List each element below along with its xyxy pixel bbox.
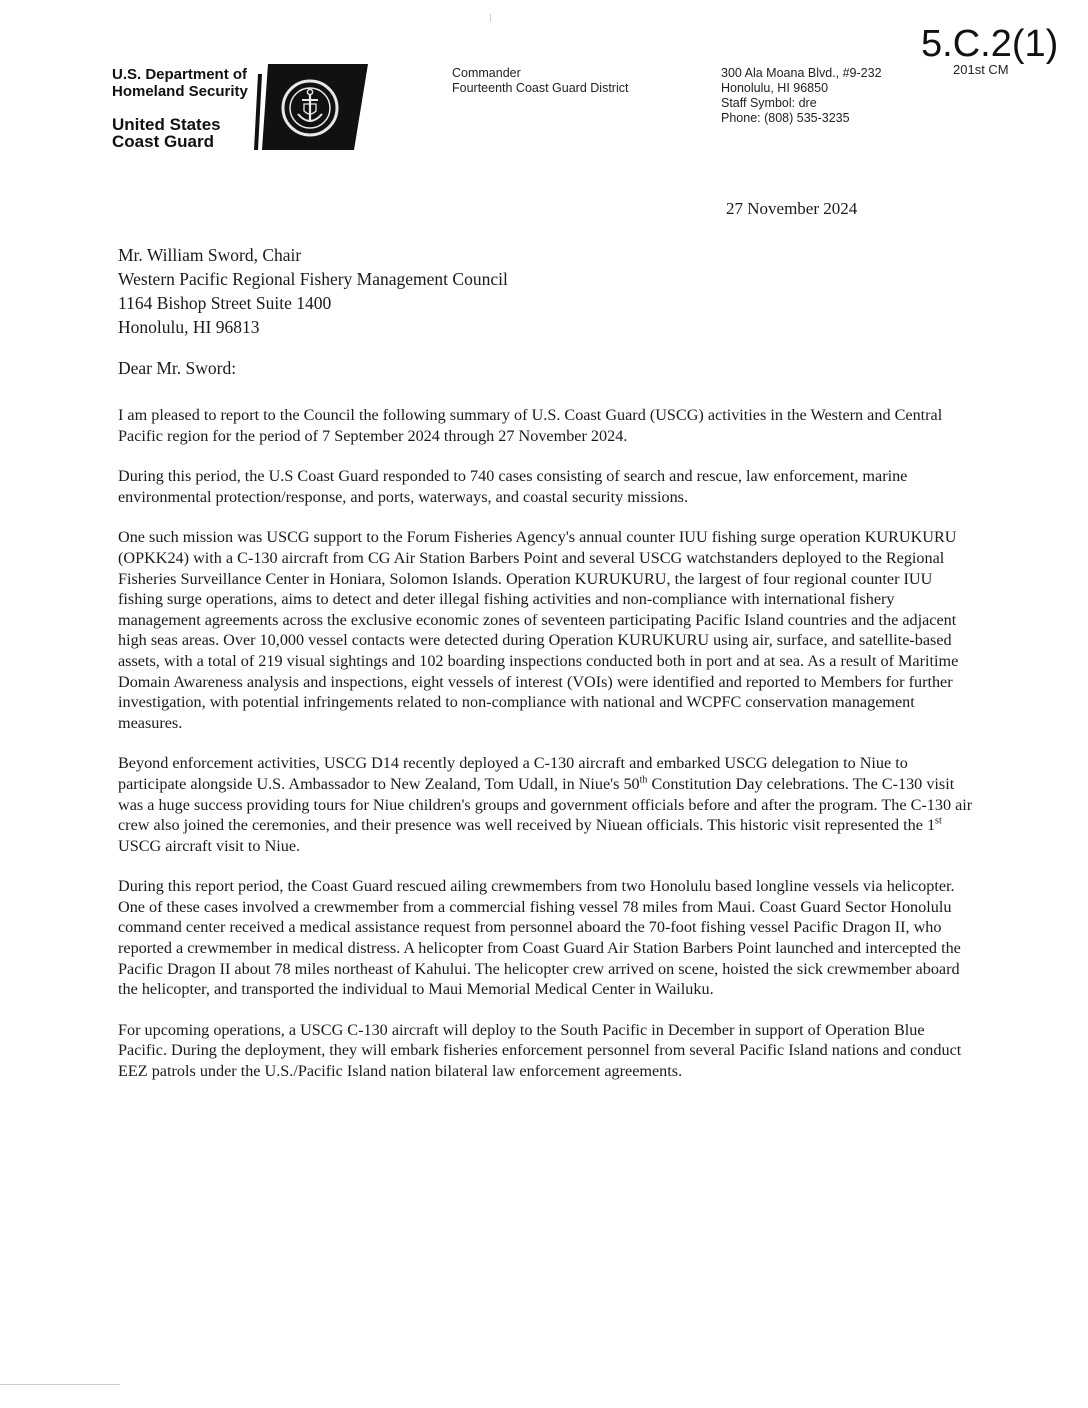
recipient-line: Mr. William Sword, Chair bbox=[118, 245, 302, 265]
recipient-block bbox=[118, 243, 508, 339]
recipient-line: Honolulu, HI 96813 bbox=[118, 317, 260, 337]
agency-line: United States bbox=[112, 115, 221, 134]
scan-artifact bbox=[490, 14, 491, 22]
body-paragraph: I am pleased to report to the Council the following summary of U.S. Coast Guard (USCG) activities in the Western and Central Pacific region for the period of 7 September 2024 through 27 November 2024. bbox=[118, 406, 943, 445]
scan-artifact bbox=[0, 1384, 120, 1385]
body-paragraph: During this period, the U.S Coast Guard responded to 740 cases consisting of search and rescue, law enforcement, marine environmental protection/response, and ports, waterways, and coastal security missions. bbox=[118, 467, 908, 506]
address-line: 300 Ala Moana Blvd., #9-232 bbox=[721, 66, 882, 80]
ordinal-suffix: th bbox=[639, 774, 648, 786]
address-line: Phone: (808) 535-3235 bbox=[721, 111, 850, 125]
commander-line: Fourteenth Coast Guard District bbox=[452, 81, 629, 95]
salutation: Dear Mr. Sword: bbox=[118, 358, 237, 378]
body-paragraph: One such mission was USCG support to the Forum Fisheries Agency's annual counter IUU fishing surge operation KURUKURU (OPKK24) with a C-130 aircraft from CG Air Station Barbers Point and several USCG watchstanders deployed to the Regional Fisheries Surveillance Center in Honiara, Solomon Islands. Operation KURUKURU, the largest of four regional counter IUU fishing surge operations, aims to detect and deter illegal fishing activities and non-compliance with international fishery management agreements across the exclusive economic zones of seventeen participating Pacific Island countries and the adjacent high seas areas. Over 10,000 vessel contacts were detected during Operation KURUKURU using air, surface, and satellite-based assets, with a total of 219 visual sightings and 102 boarding inspections conducted both in port and at sea. As a result of Maritime Domain Awareness analysis and inspections, eight vessels of interest (VOIs) were identified and reported to Members for further investigation, with potential infringements related to non-compliance with national and WCPFC conservation management measures. bbox=[118, 528, 959, 732]
coast-guard-seal-icon bbox=[254, 64, 368, 150]
letter-date: 27 November 2024 bbox=[726, 199, 858, 218]
niue-text: Constitution Day celebrations. The C-130 visit was a huge success providing tours for Niue children's groups and government officials before and after the program. The C-130 air crew also joined the ceremonies, and their presence was well received by Niuean officials. This historic visit represented the 1 bbox=[118, 774, 973, 835]
letterhead-agency bbox=[112, 116, 221, 150]
department-line: U.S. Department of bbox=[112, 66, 248, 83]
letterhead-address bbox=[721, 66, 882, 126]
address-line: Staff Symbol: dre bbox=[721, 96, 817, 110]
commander-line: Commander bbox=[452, 66, 521, 80]
body-paragraph-niue bbox=[118, 753, 976, 856]
agenda-meeting-label: 201st CM bbox=[953, 62, 1009, 77]
body-paragraph: During this report period, the Coast Guard rescued ailing crewmembers from two Honolulu based longline vessels via helicopter. One of these cases involved a crewmember from a commercial fishing vessel 78 miles from Maui. Coast Guard Sector Honolulu command center received a medical assistance request from personnel aboard the 70-foot fishing vessel Pacific Dragon II, who reported a crewmember in medical distress. A helicopter from Coast Guard Air Station Barbers Point launched and intercepted the Pacific Dragon II about 78 miles northeast of Kahului. The helicopter crew arrived on scene, hoisted the sick crewmember aboard the helicopter, and transported the individual to Maui Memorial Medical Center in Wailuku. bbox=[118, 877, 961, 999]
niue-text: USCG aircraft visit to Niue. bbox=[118, 836, 301, 855]
niue-text: Beyond enforcement activities, USCG D14 recently deployed a C-130 aircraft and embarked USCG delegation to Niue to participate alongside U.S. Ambassador to New Zealand, Tom Udall, in Niue's 50 bbox=[118, 754, 908, 793]
body-paragraph: For upcoming operations, a USCG C-130 aircraft will deploy to the South Pacific in December in support of Operation Blue Pacific. During the deployment, they will embark fisheries enforcement personnel from several Pacific Island nations and conduct EEZ patrols under the U.S./Pacific Island nation bilateral law enforcement agreements. bbox=[118, 1020, 962, 1081]
address-line: Honolulu, HI 96850 bbox=[721, 81, 829, 95]
ordinal-suffix: st bbox=[935, 815, 942, 827]
agency-line: Coast Guard bbox=[112, 132, 215, 151]
recipient-line: 1164 Bishop Street Suite 1400 bbox=[118, 293, 332, 313]
letter-body bbox=[118, 405, 976, 1102]
letterhead-department bbox=[112, 66, 248, 100]
department-line: Homeland Security bbox=[112, 83, 248, 100]
letterhead-commander bbox=[452, 66, 628, 96]
recipient-line: Western Pacific Regional Fishery Management Council bbox=[118, 269, 508, 289]
agenda-item-code: 5.C.2(1) bbox=[921, 23, 1059, 65]
